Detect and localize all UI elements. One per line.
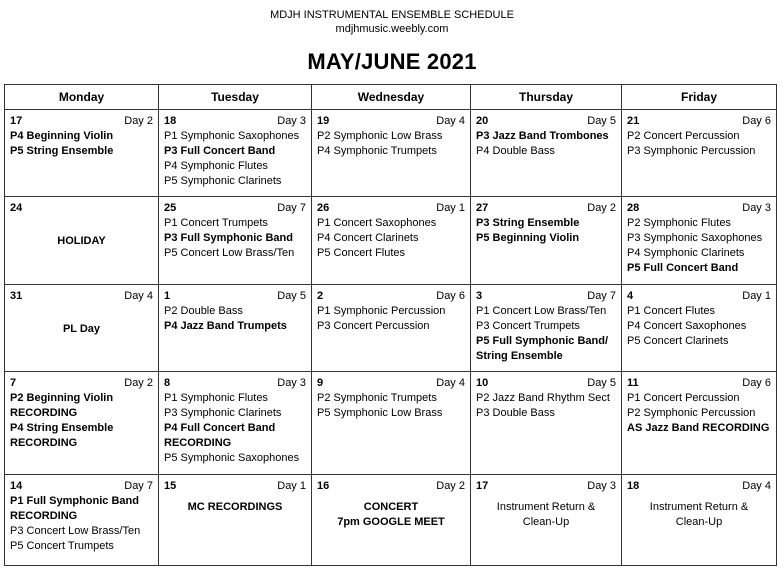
- schedule-item: RECORDING: [10, 437, 78, 449]
- day-cell-header: [476, 114, 616, 129]
- date-number: 17: [476, 480, 489, 492]
- schedule-item: P5 Symphonic Low Brass: [317, 407, 443, 419]
- day-event: [317, 500, 465, 530]
- schedule-item: RECORDING: [164, 437, 232, 449]
- date-number: 8: [164, 377, 171, 389]
- schedule-item: P3 Symphonic Saxophones: [627, 232, 763, 244]
- weekday-wednesday: Wednesday: [312, 85, 471, 110]
- page-title: MAY/JUNE 2021: [307, 49, 477, 74]
- event-line: 7pm GOOGLE MEET: [337, 516, 445, 528]
- schedule-item: P4 Symphonic Trumpets: [317, 145, 437, 157]
- date-number: 18: [627, 480, 640, 492]
- date-number: 3: [476, 290, 483, 302]
- schedule-item: P2 Symphonic Percussion: [627, 407, 756, 419]
- schedule-item: P3 Symphonic Percussion: [627, 145, 756, 157]
- rotation-day: Day 1: [436, 202, 465, 214]
- day-cell: [159, 285, 312, 372]
- event-line: Clean-Up: [522, 516, 570, 528]
- schedule-item: P1 Concert Percussion: [627, 392, 740, 404]
- schedule-item: P2 Symphonic Flutes: [627, 217, 731, 229]
- day-note: PL Day: [62, 323, 101, 335]
- schedule-item: P3 Double Bass: [476, 407, 555, 419]
- date-number: 15: [164, 480, 177, 492]
- rotation-day: Day 7: [587, 290, 616, 302]
- schedule-item: P5 Full Symphonic Band/: [476, 335, 609, 347]
- week-row: [5, 372, 777, 475]
- event-line: MC RECORDINGS: [187, 501, 283, 513]
- rotation-day: Day 3: [587, 480, 616, 492]
- date-number: 26: [317, 202, 330, 214]
- schedule-item: P1 Concert Trumpets: [164, 217, 268, 229]
- day-cell: [471, 372, 622, 475]
- week-row: [5, 475, 777, 566]
- schedule-item: P1 Symphonic Saxophones: [164, 130, 300, 142]
- day-cell-header: [10, 479, 153, 494]
- date-number: 19: [317, 115, 330, 127]
- day-event: [476, 500, 616, 530]
- date-number: 17: [10, 115, 23, 127]
- day-cell-header: [627, 289, 771, 304]
- schedule-item: P4 Concert Clarinets: [317, 232, 419, 244]
- week-row: [5, 197, 777, 285]
- rotation-day: Day 6: [742, 115, 771, 127]
- week-row: [5, 110, 777, 197]
- schedule-item: P4 String Ensemble: [10, 422, 114, 434]
- schedule-item: P5 Concert Clarinets: [627, 335, 729, 347]
- date-number: 10: [476, 377, 489, 389]
- rotation-day: Day 2: [124, 115, 153, 127]
- calendar-table: [4, 84, 777, 566]
- weekday-tuesday: Tuesday: [159, 85, 312, 110]
- schedule-item: P4 Symphonic Clarinets: [627, 247, 745, 259]
- event-line: Instrument Return &: [649, 501, 749, 513]
- schedule-item: P3 Full Concert Band: [164, 145, 276, 157]
- day-event: [164, 500, 306, 515]
- day-cell-header: [317, 289, 465, 304]
- rotation-day: Day 1: [277, 480, 306, 492]
- schedule-item: P5 Beginning Violin: [476, 232, 580, 244]
- day-cell: [312, 285, 471, 372]
- schedule-item: P5 Full Concert Band: [627, 262, 739, 274]
- schedule-item: P5 String Ensemble: [10, 145, 114, 157]
- rotation-day: Day 1: [742, 290, 771, 302]
- schedule-item: P3 Jazz Band Trombones: [476, 130, 609, 142]
- day-cell: [159, 372, 312, 475]
- day-cell: [471, 110, 622, 197]
- weekday-header-row: [5, 85, 777, 110]
- day-cell: [5, 110, 159, 197]
- schedule-item: P5 Symphonic Saxophones: [164, 452, 300, 464]
- day-cell: [622, 372, 777, 475]
- rotation-day: Day 4: [124, 290, 153, 302]
- rotation-day: Day 6: [436, 290, 465, 302]
- day-cell: [5, 475, 159, 566]
- rotation-day: Day 2: [587, 202, 616, 214]
- date-number: 2: [317, 290, 324, 302]
- day-cell-header: [627, 376, 771, 391]
- site-url: mdjhmusic.weebly.com: [335, 23, 449, 35]
- schedule-item: P3 Concert Trumpets: [476, 320, 580, 332]
- schedule-item: P3 Concert Percussion: [317, 320, 430, 332]
- schedule-item: P2 Beginning Violin: [10, 392, 114, 404]
- org-title: MDJH INSTRUMENTAL ENSEMBLE SCHEDULE: [270, 9, 514, 21]
- weekday-thursday: Thursday: [471, 85, 622, 110]
- schedule-item: P4 Double Bass: [476, 145, 555, 157]
- day-cell-header: [10, 114, 153, 129]
- day-cell: [312, 372, 471, 475]
- rotation-day: Day 5: [277, 290, 306, 302]
- day-cell: [159, 110, 312, 197]
- day-cell-header: [10, 376, 153, 391]
- schedule-item: P5 Symphonic Clarinets: [164, 175, 282, 187]
- schedule-item: String Ensemble: [476, 350, 563, 362]
- event-line: Clean-Up: [675, 516, 723, 528]
- day-cell-header: [317, 201, 465, 216]
- day-cell-header: [317, 114, 465, 129]
- rotation-day: Day 4: [436, 115, 465, 127]
- week-row: [5, 285, 777, 372]
- rotation-day: Day 2: [436, 480, 465, 492]
- date-number: 27: [476, 202, 489, 214]
- day-event: [627, 500, 771, 530]
- day-cell-header: [10, 289, 153, 304]
- event-line: Instrument Return &: [496, 501, 596, 513]
- day-cell: [471, 475, 622, 566]
- day-cell: [5, 372, 159, 475]
- date-number: 7: [10, 377, 17, 389]
- date-number: 14: [10, 480, 23, 492]
- schedule-item: P4 Full Concert Band: [164, 422, 276, 434]
- day-cell-header: [164, 201, 306, 216]
- rotation-day: Day 7: [277, 202, 306, 214]
- day-cell: [5, 197, 159, 285]
- date-number: 4: [627, 290, 634, 302]
- date-number: 18: [164, 115, 177, 127]
- rotation-day: Day 6: [742, 377, 771, 389]
- day-cell: [159, 197, 312, 285]
- schedule-item: P4 Symphonic Flutes: [164, 160, 268, 172]
- date-number: 25: [164, 202, 177, 214]
- schedule-item: P5 Concert Flutes: [317, 247, 406, 259]
- schedule-item: P4 Concert Saxophones: [627, 320, 747, 332]
- day-cell: [312, 110, 471, 197]
- schedule-item: P1 Concert Low Brass/Ten: [476, 305, 607, 317]
- rotation-day: Day 4: [436, 377, 465, 389]
- day-cell: [471, 285, 622, 372]
- date-number: 21: [627, 115, 640, 127]
- date-number: 20: [476, 115, 489, 127]
- schedule-item: P4 Beginning Violin: [10, 130, 114, 142]
- day-cell-header: [10, 201, 153, 216]
- weekday-monday: Monday: [5, 85, 159, 110]
- rotation-day: Day 5: [587, 377, 616, 389]
- rotation-day: Day 7: [124, 480, 153, 492]
- day-cell-header: [627, 479, 771, 494]
- date-number: 28: [627, 202, 640, 214]
- date-number: 11: [627, 377, 639, 389]
- day-cell: [622, 110, 777, 197]
- rotation-day: Day 4: [742, 480, 771, 492]
- day-cell-header: [164, 479, 306, 494]
- schedule-item: P2 Double Bass: [164, 305, 243, 317]
- schedule-item: P2 Jazz Band Rhythm Sect: [476, 392, 610, 404]
- date-number: 24: [10, 202, 23, 214]
- day-cell-header: [164, 114, 306, 129]
- day-cell: [471, 197, 622, 285]
- weekday-friday: Friday: [622, 85, 777, 110]
- day-cell: [159, 475, 312, 566]
- day-cell-header: [627, 201, 771, 216]
- day-cell-header: [164, 376, 306, 391]
- rotation-day: Day 3: [277, 377, 306, 389]
- schedule-item: P2 Symphonic Low Brass: [317, 130, 443, 142]
- schedule-item: P1 Concert Saxophones: [317, 217, 437, 229]
- date-number: 9: [317, 377, 324, 389]
- day-cell-header: [476, 201, 616, 216]
- day-cell: [5, 285, 159, 372]
- day-note: HOLIDAY: [57, 235, 106, 247]
- schedule-item: P1 Full Symphonic Band: [10, 495, 139, 507]
- day-cell: [622, 197, 777, 285]
- day-cell-header: [317, 479, 465, 494]
- day-cell-header: [627, 114, 771, 129]
- schedule-item: P1 Symphonic Flutes: [164, 392, 268, 404]
- schedule-item: P3 Symphonic Clarinets: [164, 407, 282, 419]
- schedule-item: P5 Concert Trumpets: [10, 540, 114, 552]
- schedule-item: RECORDING: [10, 510, 78, 522]
- day-cell-header: [164, 289, 306, 304]
- day-cell-header: [317, 376, 465, 391]
- day-cell-header: [476, 289, 616, 304]
- schedule-item: AS Jazz Band RECORDING: [627, 422, 770, 434]
- date-number: 16: [317, 480, 330, 492]
- schedule-item: P1 Concert Flutes: [627, 305, 716, 317]
- day-cell-header: [476, 376, 616, 391]
- schedule-item: P3 String Ensemble: [476, 217, 580, 229]
- schedule-item: P2 Symphonic Trumpets: [317, 392, 437, 404]
- event-line: CONCERT: [363, 501, 419, 513]
- schedule-item: P4 Jazz Band Trumpets: [164, 320, 287, 332]
- schedule-item: P3 Full Symphonic Band: [164, 232, 293, 244]
- day-cell-header: [476, 479, 616, 494]
- day-cell: [622, 285, 777, 372]
- rotation-day: Day 3: [742, 202, 771, 214]
- day-cell: [312, 197, 471, 285]
- schedule-item: P5 Concert Low Brass/Ten: [164, 247, 295, 259]
- schedule-item: RECORDING: [10, 407, 78, 419]
- schedule-header: [0, 0, 784, 75]
- schedule-item: P2 Concert Percussion: [627, 130, 740, 142]
- schedule-item: P3 Concert Low Brass/Ten: [10, 525, 141, 537]
- day-cell: [312, 475, 471, 566]
- schedule-item: P1 Symphonic Percussion: [317, 305, 446, 317]
- rotation-day: Day 2: [124, 377, 153, 389]
- rotation-day: Day 3: [277, 115, 306, 127]
- date-number: 31: [10, 290, 23, 302]
- date-number: 1: [164, 290, 171, 302]
- day-cell: [622, 475, 777, 566]
- rotation-day: Day 5: [587, 115, 616, 127]
